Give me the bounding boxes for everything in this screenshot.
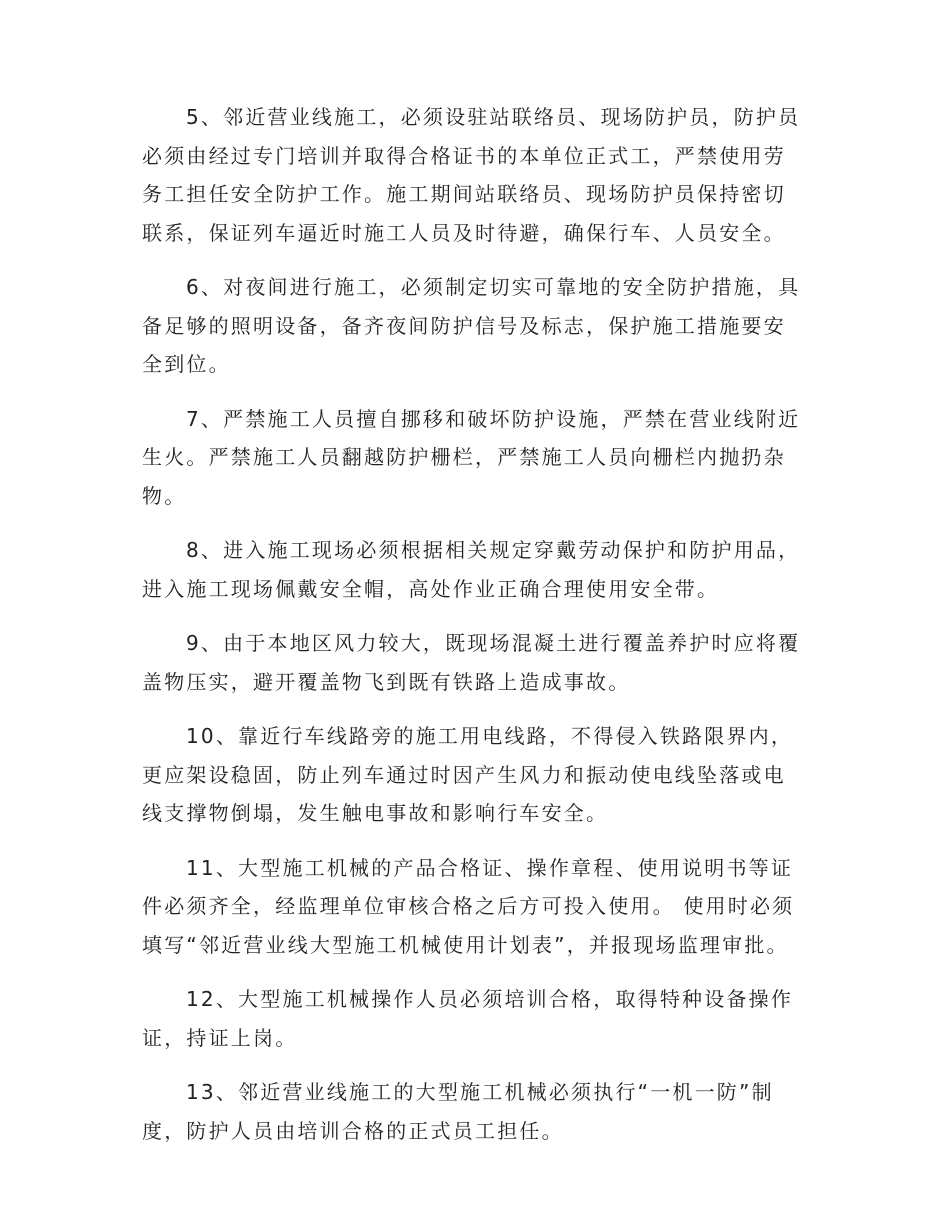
paragraph-item-13: 13、邻近营业线施工的大型施工机械必须执行“一机一防”制度，防护人员由培训合格的正式员工担任。	[142, 1080, 774, 1143]
paragraph-item-10: 10、靠近行车线路旁的施工用电线路，不得侵入铁路限界内，更应架设稳固，防止列车通过时因产生风力和振动使电线坠落或电线支撑物倒塌，发生触电事故和影响行车安全。	[142, 724, 794, 825]
paragraph-item-8: 8、进入施工现场必须根据相关规定穿戴劳动保护和防护用品，进入施工现场佩戴安全帽，高处作业正确合理使用安全带。	[142, 538, 801, 601]
document-body	[142, 98, 806, 1166]
paragraph-item-7: 7、严禁施工人员擅自挪移和破坏防护设施，严禁在营业线附近生火。严禁施工人员翻越防护栅栏，严禁施工人员向栅栏内抛扔杂物。	[142, 406, 801, 508]
paragraph-item-6: 6、对夜间进行施工，必须制定切实可靠地的安全防护措施，具备足够的照明设备，备齐夜间防护信号及标志，保护施工措施要安全到位。	[142, 275, 801, 376]
paragraph-item-12: 12、大型施工机械操作人员必须培训合格，取得特种设备操作证，持证上岗。	[142, 987, 794, 1050]
paragraph-item-11: 11、大型施工机械的产品合格证、操作章程、使用说明书等证件必须齐全，经监理单位审核合格之后方可投入使用。 使用时必须填写“邻近营业线大型施工机械使用计划表”，并报现场监理审批。	[142, 855, 795, 957]
paragraph-item-9: 9、由于本地区风力较大，既现场混凝土进行覆盖养护时应将覆盖物压实，避开覆盖物飞到既有铁路上造成事故。	[142, 631, 801, 694]
paragraph-item-5: 5、邻近营业线施工，必须设驻站联络员、现场防护员，防护员必须由经过专门培训并取得合格证书的本单位正式工，严禁使用劳务工担任安全防护工作。施工期间站联络员、现场防护员保持密切联系，保证列车逼近时施工人员及时待避，确保行车、人员安全。	[142, 105, 801, 245]
